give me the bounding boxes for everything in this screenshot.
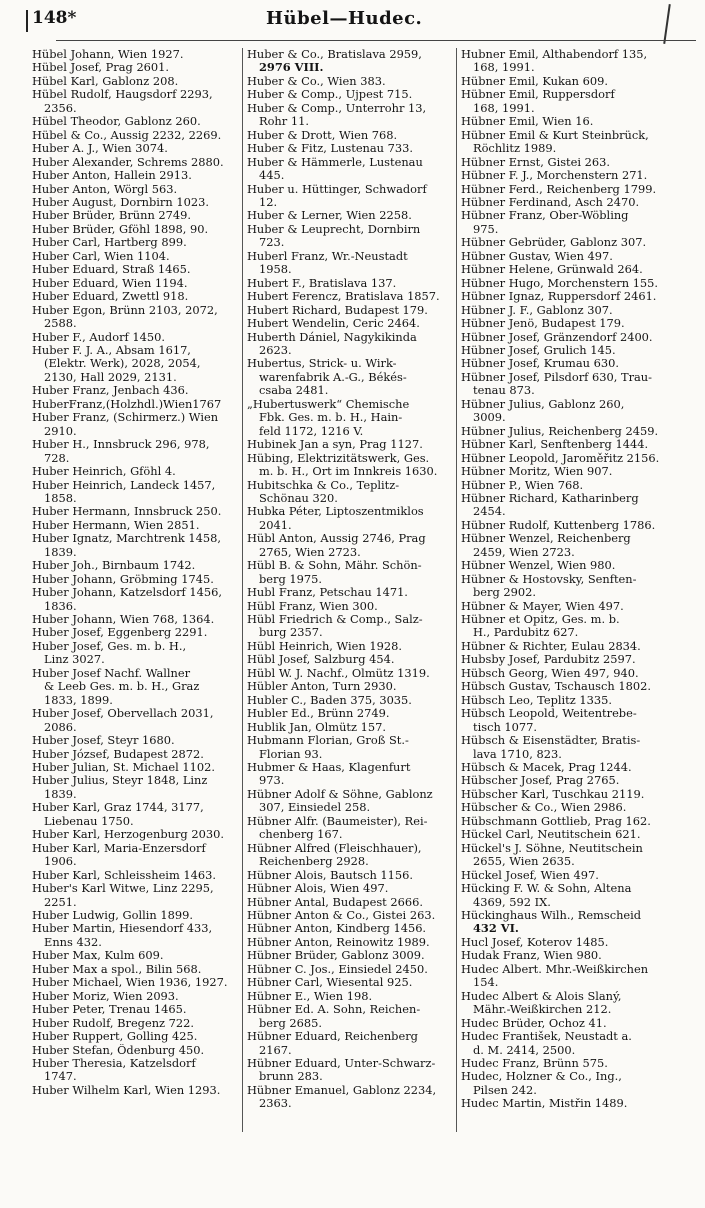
directory-entry: Huber Michael, Wien 1936, 1927. bbox=[32, 976, 228, 990]
directory-entry: Hubert Richard, Budapest 179. bbox=[247, 303, 428, 317]
directory-entry: Hübel Theodor, Gablonz 260. bbox=[32, 115, 201, 129]
directory-entry: Huber Karl, Schleissheim 1463. bbox=[32, 868, 216, 882]
entry-continuation: berg 1975. bbox=[259, 572, 322, 586]
directory-entry: Hübner Eduard, Reichenberg bbox=[247, 1030, 418, 1044]
directory-entry: Huber & Co., Bratislava 2959, bbox=[247, 48, 422, 61]
entry-continuation: Mähr.-Weißkirchen 212. bbox=[473, 1003, 612, 1017]
directory-entry: Hücking F. W. & Sohn, Altena bbox=[461, 882, 632, 896]
directory-entry: Hudec František, Neustadt a. bbox=[461, 1030, 632, 1044]
directory-entry: Huber Josef, Ges. m. b. H., bbox=[32, 639, 187, 653]
directory-entry: Hübner Anton & Co., Gistei 263. bbox=[247, 909, 436, 922]
directory-entry: Hübscher Josef, Prag 2765. bbox=[461, 774, 620, 788]
directory-entry: Hubler Ed., Brünn 2749. bbox=[247, 707, 390, 721]
directory-entry: Huber Anton, Wörgl 563. bbox=[32, 182, 178, 196]
directory-entry: Hübner Emil, Ruppersdorf bbox=[461, 88, 615, 102]
entry-continuation: d. M. 2414, 2500. bbox=[473, 1043, 576, 1057]
directory-entry: Hückel Josef, Wien 497. bbox=[461, 868, 599, 882]
directory-entry: Hubert Wendelin, Ceric 2464. bbox=[247, 317, 420, 331]
directory-entry: Huber Eduard, Wien 1194. bbox=[32, 276, 188, 290]
entry-continuation: 2976 VIII. bbox=[259, 61, 324, 75]
directory-entry: Huber & Comp., Unterrohr 13, bbox=[247, 101, 427, 115]
directory-entry: Hübner Emil, Wien 16. bbox=[461, 115, 594, 129]
directory-entry: Hübl Franz, Wien 300. bbox=[247, 599, 378, 613]
directory-entry: Hübner & Mayer, Wien 497. bbox=[461, 599, 624, 613]
entry-continuation: 1858. bbox=[44, 491, 77, 505]
directory-entry: Hübner J. F., Gablonz 307. bbox=[461, 303, 613, 317]
entry-continuation: 728. bbox=[44, 451, 70, 465]
directory-entry: Huber Brüder, Brünn 2749. bbox=[32, 209, 192, 223]
entry-continuation: 2459, Wien 2723. bbox=[473, 545, 575, 559]
directory-entry: Hübner Moritz, Wien 907. bbox=[461, 465, 613, 479]
directory-entry: Hübner Josef, Krumau 630. bbox=[461, 357, 619, 371]
directory-entry: Hubl Franz, Petschau 1471. bbox=[247, 586, 408, 600]
directory-entry: Huber & Comp., Ujpest 715. bbox=[247, 88, 413, 102]
entry-continuation: 168, 1991. bbox=[473, 101, 535, 115]
directory-entry: Huber Max a spol., Bilin 568. bbox=[32, 962, 202, 976]
directory-entry: Huber Joh., Birnbaum 1742. bbox=[32, 559, 196, 573]
directory-entry: Huber Eduard, Zwettl 918. bbox=[32, 290, 189, 304]
directory-entry: Huber Josef, Eggenberg 2291. bbox=[32, 626, 208, 640]
pen-stroke-mark bbox=[663, 4, 671, 44]
directory-entry: Hübner Julius, Gablonz 260, bbox=[461, 397, 625, 411]
directory-entry: Hübl Heinrich, Wien 1928. bbox=[247, 639, 402, 653]
directory-entry: Huber Ruppert, Golling 425. bbox=[32, 1030, 198, 1044]
page-header bbox=[26, 6, 676, 36]
entry-continuation: & Leeb Ges. m. b. H., Graz bbox=[44, 680, 200, 694]
directory-entry: Hübsch Leopold, Weitentrebe- bbox=[461, 707, 637, 721]
directory-entry: Huber Egon, Brünn 2103, 2072, bbox=[32, 303, 218, 317]
directory-entry: Huber F. J. A., Absam 1617, bbox=[32, 343, 191, 357]
directory-entry: Hudec Martin, Mistřin 1489. bbox=[461, 1097, 628, 1111]
entry-continuation: 2356. bbox=[44, 101, 77, 115]
page-number: 148* bbox=[32, 8, 77, 28]
directory-entry: Huber August, Dornbirn 1023. bbox=[32, 195, 209, 209]
directory-entry: Hückel Carl, Neutitschein 621. bbox=[461, 828, 641, 842]
directory-entry: Hübner Wenzel, Wien 980. bbox=[461, 559, 616, 573]
directory-entry: Hübner Ignaz, Ruppersdorf 2461. bbox=[461, 290, 657, 304]
directory-entry: Huber Josef Nachf. Wallner bbox=[32, 666, 191, 680]
running-title: Hübel—Hudec. bbox=[266, 8, 423, 29]
entry-continuation: Röchlitz 1989. bbox=[473, 142, 557, 156]
entry-continuation: 2041. bbox=[259, 518, 292, 532]
directory-entry: Hübner F. J., Morchenstern 271. bbox=[461, 169, 648, 183]
entry-continuation: Schönau 320. bbox=[259, 491, 338, 505]
directory-entry: Hübner Gustav, Wien 497. bbox=[461, 249, 613, 263]
directory-entry: Huber Josef, Obervellach 2031, bbox=[32, 707, 214, 721]
directory-entry: Hübner Richard, Katharinberg bbox=[461, 491, 639, 505]
column-3 bbox=[461, 48, 673, 1111]
directory-entry: Hübner et Opitz, Ges. m. b. bbox=[461, 613, 620, 627]
directory-entry: Hübschmann Gottlieb, Prag 162. bbox=[461, 814, 651, 828]
column-divider bbox=[456, 48, 457, 1132]
directory-entry: Hübner Anton, Kindberg 1456. bbox=[247, 922, 427, 936]
directory-entry: Hubinek Jan a syn, Prag 1127. bbox=[247, 438, 423, 452]
entry-continuation: 1747. bbox=[44, 1070, 77, 1084]
directory-entry: Huber Josef, Steyr 1680. bbox=[32, 734, 175, 748]
directory-entry: Hübner Alfred (Fleischhauer), bbox=[247, 841, 422, 855]
directory-entry: Hübner P., Wien 768. bbox=[461, 478, 584, 492]
directory-entry: Huber Alexander, Schrems 2880. bbox=[32, 155, 224, 169]
directory-entry: Hucl Josef, Koterov 1485. bbox=[461, 935, 609, 949]
directory-entry: Hübler Anton, Turn 2930. bbox=[247, 680, 397, 694]
column-divider bbox=[242, 48, 243, 1132]
directory-entry: Hübner Emil, Kukan 609. bbox=[461, 74, 608, 88]
entry-continuation: 2130, Hall 2029, 2131. bbox=[44, 370, 177, 384]
directory-entry: Huber Moriz, Wien 2093. bbox=[32, 989, 179, 1003]
directory-entry: Huber Johann, Wien 768, 1364. bbox=[32, 613, 215, 627]
directory-entry: Hubmann Florian, Groß St.- bbox=[247, 734, 409, 748]
directory-entry: HuberFranz,(Holzhdl.)Wien1767 bbox=[32, 397, 222, 411]
directory-entry: Hübner Jenö, Budapest 179. bbox=[461, 317, 625, 331]
directory-entry: Huber Franz, (Schirmerz.) Wien bbox=[32, 411, 219, 425]
header-margin-mark bbox=[26, 10, 28, 32]
directory-entry: Hübner Leopold, Jaroměřitz 2156. bbox=[461, 451, 660, 465]
entry-continuation: feld 1172, 1216 V. bbox=[259, 424, 364, 438]
directory-entry: Huber H., Innsbruck 296, 978, bbox=[32, 438, 210, 452]
directory-entry: Hübel Karl, Gablonz 208. bbox=[32, 74, 179, 88]
directory-entry: Hübner Gebrüder, Gablonz 307. bbox=[461, 236, 647, 250]
entry-continuation: brunn 283. bbox=[259, 1070, 323, 1084]
directory-entry: Huber Max, Kulm 609. bbox=[32, 949, 164, 963]
directory-entry: Hübner Eduard, Unter-Schwarz- bbox=[247, 1056, 436, 1070]
entry-continuation: Florian 93. bbox=[259, 747, 323, 761]
column-1 bbox=[32, 48, 238, 1097]
entry-continuation: 723. bbox=[259, 236, 285, 250]
directory-entry: Huber Carl, Wien 1104. bbox=[32, 249, 170, 263]
entry-continuation: lava 1710, 823. bbox=[473, 747, 562, 761]
directory-entry: Huber Carl, Hartberg 899. bbox=[32, 236, 187, 250]
directory-entry: Hübscher Karl, Tuschkau 2119. bbox=[461, 787, 645, 801]
directory-entry: Hudak Franz, Wien 980. bbox=[461, 949, 602, 963]
directory-entry: Hübner Ed. A. Sohn, Reichen- bbox=[247, 1003, 421, 1017]
entry-continuation: 2623. bbox=[259, 343, 292, 357]
directory-entry: Huber Stefan, Ödenburg 450. bbox=[32, 1043, 205, 1057]
directory-entry: „Hubertuswerk“ Chemische bbox=[247, 397, 410, 411]
directory-entry: Hübner Carl, Wiesental 925. bbox=[247, 976, 413, 990]
directory-entry: Huber & Leuprecht, Dornbirn bbox=[247, 222, 421, 236]
directory-entry: Hübsch & Macek, Prag 1244. bbox=[461, 761, 632, 775]
directory-entry: Hübner E., Wien 198. bbox=[247, 989, 373, 1003]
entry-continuation: Linz 3027. bbox=[44, 653, 105, 667]
entry-continuation: burg 2357. bbox=[259, 626, 323, 640]
directory-entry: Huber's Karl Witwe, Linz 2295, bbox=[32, 882, 214, 896]
directory-entry: Hübner Julius, Reichenberg 2459. bbox=[461, 424, 659, 438]
directory-entry: Huber Ludwig, Gollin 1899. bbox=[32, 909, 193, 922]
directory-entry: Huberl Franz, Wr.-Neustadt bbox=[247, 249, 408, 263]
directory-entry: Hudec Albert & Alois Slaný, bbox=[461, 989, 622, 1003]
directory-entry: Huber Heinrich, Landeck 1457, bbox=[32, 478, 216, 492]
entry-continuation: 2588. bbox=[44, 317, 77, 331]
directory-entry: Hübner Rudolf, Kuttenberg 1786. bbox=[461, 518, 656, 532]
directory-entry: Huber Wilhelm Karl, Wien 1293. bbox=[32, 1083, 221, 1097]
directory-entry: Huber & Hämmerle, Lustenau bbox=[247, 155, 423, 169]
directory-entry: Hübner Emil & Kurt Steinbrück, bbox=[461, 128, 649, 142]
entry-continuation: tisch 1077. bbox=[473, 720, 538, 734]
directory-entry: Hübner Hugo, Morchenstern 155. bbox=[461, 276, 659, 290]
directory-entry: Hubner Emil, Althabendorf 135, bbox=[461, 48, 648, 61]
entry-continuation: 2765, Wien 2723. bbox=[259, 545, 361, 559]
directory-entry: Huber Karl, Herzogenburg 2030. bbox=[32, 828, 224, 842]
directory-entry: Hübner Alois, Bautsch 1156. bbox=[247, 868, 414, 882]
entry-continuation: 1906. bbox=[44, 855, 77, 869]
directory-entry: Hübing, Elektrizitätswerk, Ges. bbox=[247, 451, 430, 465]
entry-continuation: 168, 1991. bbox=[473, 61, 535, 75]
directory-entry: Huber Hermann, Wien 2851. bbox=[32, 518, 200, 532]
entry-continuation: Enns 432. bbox=[44, 935, 102, 949]
directory-entry: Hübl W. J. Nachf., Olmütz 1319. bbox=[247, 666, 430, 680]
directory-entry: Hübner & Richter, Eulau 2834. bbox=[461, 639, 641, 653]
entry-continuation: H., Pardubitz 627. bbox=[473, 626, 579, 640]
directory-entry: Huber Anton, Hallein 2913. bbox=[32, 169, 192, 183]
directory-entry: Huber u. Hüttinger, Schwadorf bbox=[247, 182, 427, 196]
directory-entry: Hübner Josef, Gränzendorf 2400. bbox=[461, 330, 653, 344]
entry-continuation: 1833, 1899. bbox=[44, 693, 113, 707]
entry-continuation: 12. bbox=[259, 195, 278, 209]
entry-continuation: chenberg 167. bbox=[259, 828, 343, 842]
directory-entry: Hübner Alois, Wien 497. bbox=[247, 882, 389, 896]
directory-entry: Hübner Wenzel, Reichenberg bbox=[461, 532, 631, 546]
directory-entry: Hublik Jan, Olmütz 157. bbox=[247, 720, 386, 734]
directory-entry: Huber Ignatz, Marchtrenk 1458, bbox=[32, 532, 221, 546]
directory-entry: Hübner Franz, Ober-Wöbling bbox=[461, 209, 629, 223]
entry-continuation: 2086. bbox=[44, 720, 77, 734]
directory-entry: Hübner Emanuel, Gablonz 2234, bbox=[247, 1083, 437, 1097]
directory-entry: Huber Franz, Jenbach 436. bbox=[32, 384, 189, 398]
directory-entry: Huber Eduard, Straß 1465. bbox=[32, 263, 191, 277]
directory-entry: Hubler C., Baden 375, 3035. bbox=[247, 693, 412, 707]
directory-entry: Hübel Johann, Wien 1927. bbox=[32, 48, 184, 61]
directory-entry: Hübner Helene, Grünwald 264. bbox=[461, 263, 643, 277]
directory-entry: Huber Karl, Graz 1744, 3177, bbox=[32, 801, 204, 815]
directory-entry: Hubertus, Strick- u. Wirk- bbox=[247, 357, 397, 371]
directory-entry: Huber Julian, St. Michael 1102. bbox=[32, 761, 215, 775]
directory-entry: Hübel Josef, Prag 2601. bbox=[32, 61, 170, 75]
entry-continuation: csaba 2481. bbox=[259, 384, 329, 398]
entry-continuation: Fbk. Ges. m. b. H., Hain- bbox=[259, 411, 403, 425]
directory-entry: Hübner Alfr. (Baumeister), Rei- bbox=[247, 814, 428, 828]
directory-entry: Hubert F., Bratislava 137. bbox=[247, 276, 397, 290]
directory-entry: Hudec Brüder, Ochoz 41. bbox=[461, 1016, 607, 1030]
directory-entry: Hudec, Holzner & Co., Ing., bbox=[461, 1070, 622, 1084]
entry-continuation: Liebenau 1750. bbox=[44, 814, 134, 828]
entry-continuation: 445. bbox=[259, 169, 285, 183]
directory-entry: Huber Brüder, Gföhl 1898, 90. bbox=[32, 222, 209, 236]
header-rule bbox=[56, 40, 696, 41]
entry-continuation: 975. bbox=[473, 222, 499, 236]
directory-entry: Huber & Co., Wien 383. bbox=[247, 74, 386, 88]
directory-entry: Hübner Adolf & Söhne, Gablonz bbox=[247, 787, 433, 801]
directory-entry: Hübsch & Eisenstädter, Bratis- bbox=[461, 734, 641, 748]
entry-continuation: berg 2902. bbox=[473, 586, 536, 600]
directory-entry: Hübel Rudolf, Haugsdorf 2293, bbox=[32, 88, 213, 102]
directory-entry: Hubka Péter, Liptoszentmiklos bbox=[247, 505, 424, 519]
directory-entry: Hübl Josef, Salzburg 454. bbox=[247, 653, 395, 667]
directory-entry: Huber Martin, Hiesendorf 433, bbox=[32, 922, 213, 936]
directory-entry: Hubsby Josef, Pardubitz 2597. bbox=[461, 653, 636, 667]
directory-entry: Hübner Ferd., Reichenberg 1799. bbox=[461, 182, 657, 196]
entry-continuation: Rohr 11. bbox=[259, 115, 309, 129]
directory-entry: Hübner Anton, Reinowitz 1989. bbox=[247, 935, 430, 949]
directory-entry: Hubitschka & Co., Teplitz- bbox=[247, 478, 400, 492]
directory-entry: Huber & Fitz, Lustenau 733. bbox=[247, 142, 414, 156]
directory-entry: Huber Karl, Maria-Enzersdorf bbox=[32, 841, 206, 855]
entry-continuation: 2454. bbox=[473, 505, 506, 519]
entry-continuation: 432 VI. bbox=[473, 922, 519, 936]
entry-continuation: 1958. bbox=[259, 263, 292, 277]
directory-entry: Huber Theresia, Katzelsdorf bbox=[32, 1056, 196, 1070]
directory-entry: Huberth Dániel, Nagykikinda bbox=[247, 330, 417, 344]
entry-continuation: 973. bbox=[259, 774, 285, 788]
directory-entry: Hübner Ernst, Gistei 263. bbox=[461, 155, 610, 169]
directory-entry: Huber József, Budapest 2872. bbox=[32, 747, 204, 761]
entry-continuation: 1839. bbox=[44, 545, 77, 559]
directory-entry: Hübsch Georg, Wien 497, 940. bbox=[461, 666, 639, 680]
directory-entry: Hübner C. Jos., Einsiedel 2450. bbox=[247, 962, 428, 976]
entry-continuation: 2910. bbox=[44, 424, 77, 438]
directory-entry: Hübel & Co., Aussig 2232, 2269. bbox=[32, 128, 222, 142]
entry-continuation: 2251. bbox=[44, 895, 77, 909]
directory-entry: Hudec Franz, Brünn 575. bbox=[461, 1056, 608, 1070]
directory-entry: Huber A. J., Wien 3074. bbox=[32, 142, 168, 156]
directory-entry: Hübsch Gustav, Tschausch 1802. bbox=[461, 680, 651, 694]
directory-entry: Huber Johann, Katzelsdorf 1456, bbox=[32, 586, 222, 600]
directory-entry: Hübner Josef, Pilsdorf 630, Trau- bbox=[461, 370, 652, 384]
directory-entry: Hübl Anton, Aussig 2746, Prag bbox=[247, 532, 426, 546]
directory-entry: Hübner Josef, Grulich 145. bbox=[461, 343, 616, 357]
entry-continuation: (Elektr. Werk), 2028, 2054, bbox=[44, 357, 201, 371]
directory-entry: Hübner Karl, Senftenberg 1444. bbox=[461, 438, 649, 452]
entry-continuation: tenau 873. bbox=[473, 384, 535, 398]
directory-entry: Hübner Antal, Budapest 2666. bbox=[247, 895, 423, 909]
directory-entry: Hübner & Hostovsky, Senften- bbox=[461, 572, 637, 586]
directory-entry: Huber Rudolf, Bregenz 722. bbox=[32, 1016, 195, 1030]
directory-entry: Huber Peter, Trenau 1465. bbox=[32, 1003, 187, 1017]
directory-entry: Hübsch Leo, Teplitz 1335. bbox=[461, 693, 612, 707]
entry-continuation: 154. bbox=[473, 976, 499, 990]
entry-continuation: berg 2685. bbox=[259, 1016, 322, 1030]
directory-entry: Hubmer & Haas, Klagenfurt bbox=[247, 761, 411, 775]
entry-continuation: 3009. bbox=[473, 411, 506, 425]
entry-continuation: 4369, 592 IX. bbox=[473, 895, 551, 909]
directory-entry: Huber & Drott, Wien 768. bbox=[247, 128, 398, 142]
directory-entry: Hübl B. & Sohn, Mähr. Schön- bbox=[247, 559, 422, 573]
directory-entry: Hübscher & Co., Wien 2986. bbox=[461, 801, 627, 815]
entry-continuation: Pilsen 242. bbox=[473, 1083, 537, 1097]
directory-entry: Huber Hermann, Innsbruck 250. bbox=[32, 505, 222, 519]
directory-entry: Huber & Lerner, Wien 2258. bbox=[247, 209, 412, 223]
directory-entry: Huber Heinrich, Gföhl 4. bbox=[32, 465, 176, 479]
entry-continuation: 307, Einsiedel 258. bbox=[259, 801, 371, 815]
entry-continuation: 1836. bbox=[44, 599, 77, 613]
entry-continuation: 1839. bbox=[44, 787, 77, 801]
directory-entry: Hübner Brüder, Gablonz 3009. bbox=[247, 949, 425, 963]
entry-continuation: 2363. bbox=[259, 1097, 292, 1111]
directory-entry: Hubert Ferencz, Bratislava 1857. bbox=[247, 290, 440, 304]
entry-continuation: 2167. bbox=[259, 1043, 292, 1057]
directory-entry: Hübl Friedrich & Comp., Salz- bbox=[247, 613, 423, 627]
directory-entry: Huber Julius, Steyr 1848, Linz bbox=[32, 774, 208, 788]
directory-entry: Hübner Ferdinand, Asch 2470. bbox=[461, 195, 640, 209]
directory-entry: Hückel's J. Söhne, Neutitschein bbox=[461, 841, 643, 855]
directory-entry: Hückinghaus Wilh., Remscheid bbox=[461, 909, 642, 922]
directory-entry: Huber Johann, Gröbming 1745. bbox=[32, 572, 214, 586]
entry-continuation: warenfabrik A.-G., Békés- bbox=[259, 370, 407, 384]
entry-continuation: 2655, Wien 2635. bbox=[473, 855, 575, 869]
entry-continuation: m. b. H., Ort im Innkreis 1630. bbox=[259, 465, 438, 479]
directory-entry: Hudec Albert. Mhr.-Weißkirchen bbox=[461, 962, 649, 976]
directory-entry: Huber F., Audorf 1450. bbox=[32, 330, 165, 344]
column-2 bbox=[247, 48, 453, 1111]
entry-continuation: Reichenberg 2928. bbox=[259, 855, 369, 869]
